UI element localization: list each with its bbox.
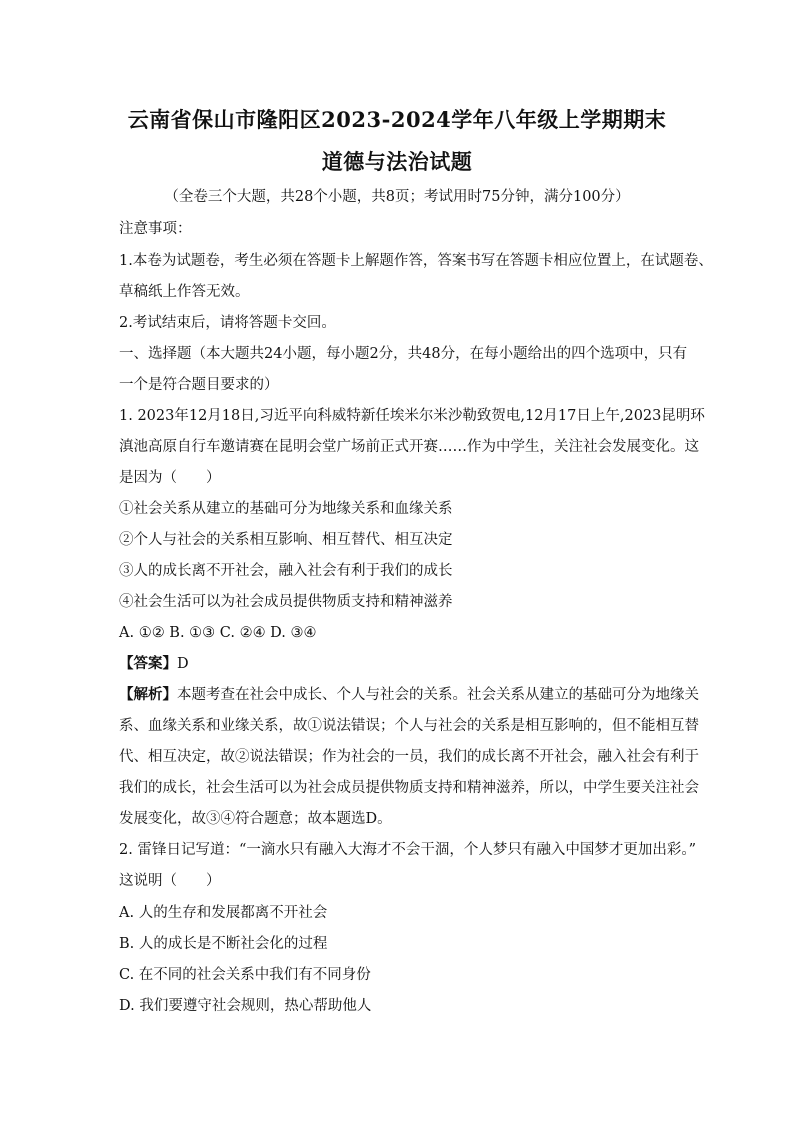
analysis-text: 代、相互决定，故②说法错误；作为社会的一员，我们的成长离不开社会，融入社会有利于 bbox=[119, 749, 699, 765]
question-1-stem-end: 是因为（ ） bbox=[119, 470, 221, 486]
exam-title: 云南省保山市隆阳区2023-2024学年八年级上学期期末 bbox=[127, 107, 667, 132]
question-2-option: D. 我们要遵守社会规则，热心帮助他人 bbox=[119, 998, 372, 1014]
exam-info: （全卷三个大题，共28个小题，共8页；考试用时75分钟，满分100分） bbox=[164, 189, 630, 205]
question-1-stem: 1. 2023年12月18日,习近平向科威特新任埃米尔米沙勒致贺电,12月17日上午,2023昆明环 bbox=[119, 408, 705, 424]
note-item-1: 1.本卷为试题卷，考生必须在答题卡上解题作答，答案书写在答题卡相应位置上，在试题卷、 bbox=[119, 253, 713, 269]
question-2-stem-end: 这说明（ ） bbox=[119, 873, 221, 889]
question-2-stem: 2. 雷锋日记写道：“一滴水只有融入大海才不会干涸，个人梦只有融入中国梦才更加出彩。” bbox=[119, 842, 697, 858]
question-1-options: A. ①② B. ①③ C. ②④ D. ③④ bbox=[119, 625, 317, 641]
analysis-text: 本题考查在社会中成长、个人与社会的关系。社会关系从建立的基础可分为地缘关 bbox=[177, 687, 699, 703]
question-1-analysis bbox=[119, 686, 699, 704]
question-1-answer bbox=[119, 655, 694, 673]
note-item-1-cont: 草稿纸上作答无效。 bbox=[119, 284, 250, 300]
question-1-statement: ④社会生活可以为社会成员提供物质支持和精神滋养 bbox=[119, 594, 453, 610]
notes-heading: 注意事项： bbox=[119, 221, 192, 237]
question-1-stem-cont: 滇池高原自行车邀请赛在昆明会堂广场前正式开赛……作为中学生，关注社会发展变化。这 bbox=[119, 439, 699, 455]
exam-subject-title: 道德与法治试题 bbox=[321, 149, 473, 174]
note-item-2: 2.考试结束后，请将答题卡交回。 bbox=[119, 315, 336, 331]
analysis-label: 【解析】 bbox=[119, 686, 177, 703]
analysis-text: 我们的成长，社会生活可以为社会成员提供物质支持和精神滋养，所以，中学生要关注社会 bbox=[119, 780, 699, 796]
section-heading-cont: 一个是符合题目要求的） bbox=[119, 377, 279, 393]
question-1-statement: ①社会关系从建立的基础可分为地缘关系和血缘关系 bbox=[119, 501, 453, 517]
question-2-option: C. 在不同的社会关系中我们有不同身份 bbox=[119, 967, 371, 983]
question-1-statement: ②个人与社会的关系相互影响、相互替代、相互决定 bbox=[119, 532, 453, 548]
analysis-text: 发展变化，故③④符合题意；故本题选D。 bbox=[119, 811, 392, 827]
answer-label: 【答案】 bbox=[119, 655, 177, 672]
section-heading: 一、选择题（本大题共24小题，每小题2分，共48分，在每小题给出的四个选项中，只有 bbox=[119, 346, 688, 362]
question-2-option: A. 人的生存和发展都离不开社会 bbox=[119, 905, 328, 921]
analysis-text: 系、血缘关系和业缘关系，故①说法错误；个人与社会的关系是相互影响的，但不能相互替 bbox=[119, 718, 699, 734]
question-2-option: B. 人的成长是不断社会化的过程 bbox=[119, 936, 328, 952]
question-1-statement: ③人的成长离不开社会，融入社会有利于我们的成长 bbox=[119, 563, 453, 579]
answer-value: D bbox=[177, 656, 189, 672]
